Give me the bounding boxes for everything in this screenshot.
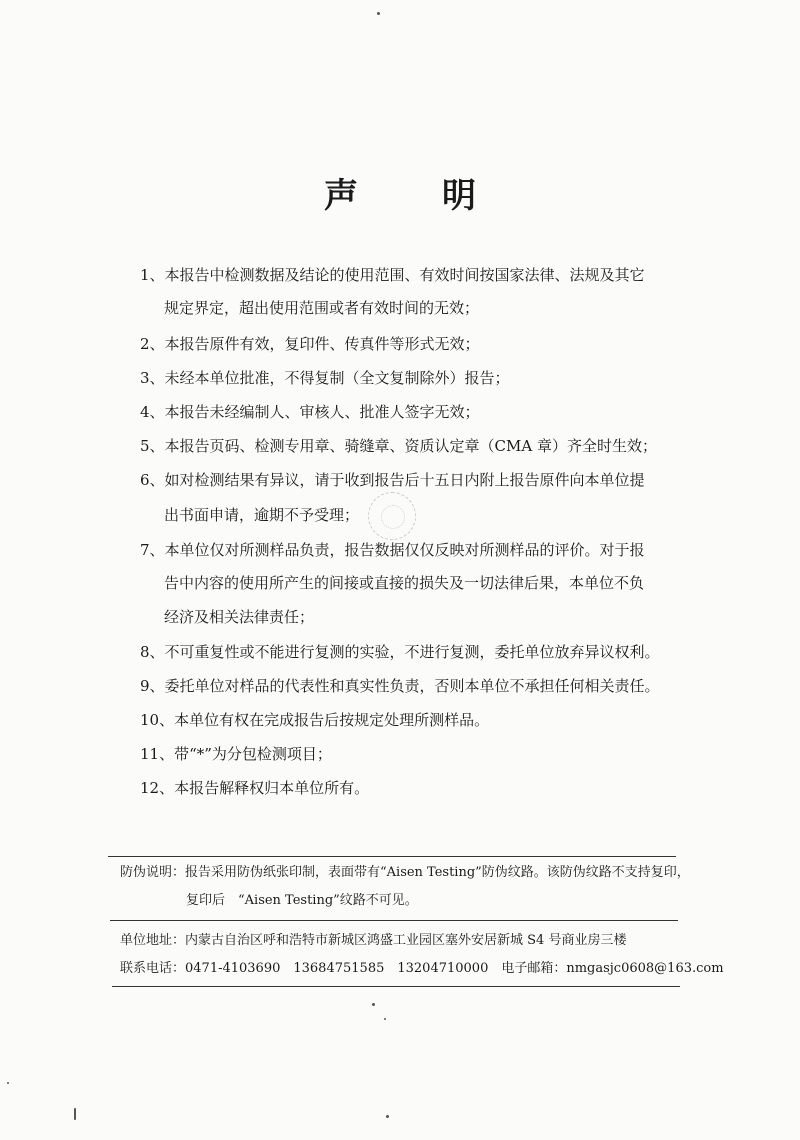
statement-11: 11、带“*”为分包检测项目；	[140, 745, 332, 763]
page-title	[0, 168, 800, 217]
faint-seal-mark	[368, 492, 416, 540]
statement-6-cont: 出书面申请，逾期不予受理；	[164, 506, 360, 524]
statement-4: 4、本报告未经编制人、审核人、批准人签字无效；	[140, 403, 480, 421]
scan-speck	[386, 1115, 389, 1118]
statement-10: 10、本单位有权在完成报告后按规定处理所测样品。	[140, 711, 490, 729]
anti-counterfeit-note-line-1: 防伪说明：报告采用防伪纸张印制，表面带有“Aisen Testing”防伪纹路。该防伪纹路不支持复印，	[120, 865, 690, 880]
statement-9: 9、委托单位对样品的代表性和真实性负责，否则本单位不承担任何相关责任。	[140, 677, 660, 695]
statement-1-cont: 规定界定，超出使用范围或者有效时间的无效；	[164, 299, 480, 317]
statement-8: 8、不可重复性或不能进行复测的实验，不进行复测，委托单位放弃异议权利。	[140, 643, 660, 661]
statement-7-cont-2: 经济及相关法律责任；	[164, 608, 315, 626]
title-char-2: 明	[442, 176, 476, 216]
footer-bottom-rule	[112, 986, 680, 987]
statement-2: 2、本报告原件有效，复印件、传真件等形式无效；	[140, 335, 480, 353]
scan-speck	[74, 1108, 76, 1120]
footer-top-rule	[108, 856, 676, 857]
scan-speck	[384, 1018, 386, 1020]
statement-7: 7、本单位仅对所测样品负责，报告数据仅仅反映对所测样品的评价。对于报	[140, 541, 645, 559]
scan-speck	[377, 12, 380, 15]
statement-6: 6、如对检测结果有异议，请于收到报告后十五日内附上报告原件向本单位提	[140, 471, 645, 489]
anti-counterfeit-note-line-2: 复印后 “Aisen Testing”纹路不可见。	[186, 893, 418, 908]
contact-phone-email: 联系电话：0471-4103690 13684751585 13204710000 电子邮箱：nmgasjc0608@163.com	[120, 961, 724, 976]
statement-1: 1、本报告中检测数据及结论的使用范围、有效时间按国家法律、法规及其它	[140, 266, 645, 284]
statement-7-cont-1: 告中内容的使用所产生的间接或直接的损失及一切法律后果，本单位不负	[164, 574, 645, 592]
unit-address: 单位地址：内蒙古自治区呼和浩特市新城区鸿盛工业园区塞外安居新城 S4 号商业房三楼	[120, 933, 627, 948]
statement-12: 12、本报告解释权归本单位所有。	[140, 779, 370, 797]
scan-speck	[372, 1003, 375, 1006]
scan-speck	[7, 1082, 9, 1084]
statement-5: 5、本报告页码、检测专用章、骑缝章、资质认定章（CMA 章）齐全时生效；	[140, 437, 657, 455]
title-char-1: 声	[324, 176, 358, 216]
footer-divider-rule	[110, 920, 678, 921]
statement-3: 3、未经本单位批准，不得复制（全文复制除外）报告；	[140, 369, 510, 387]
